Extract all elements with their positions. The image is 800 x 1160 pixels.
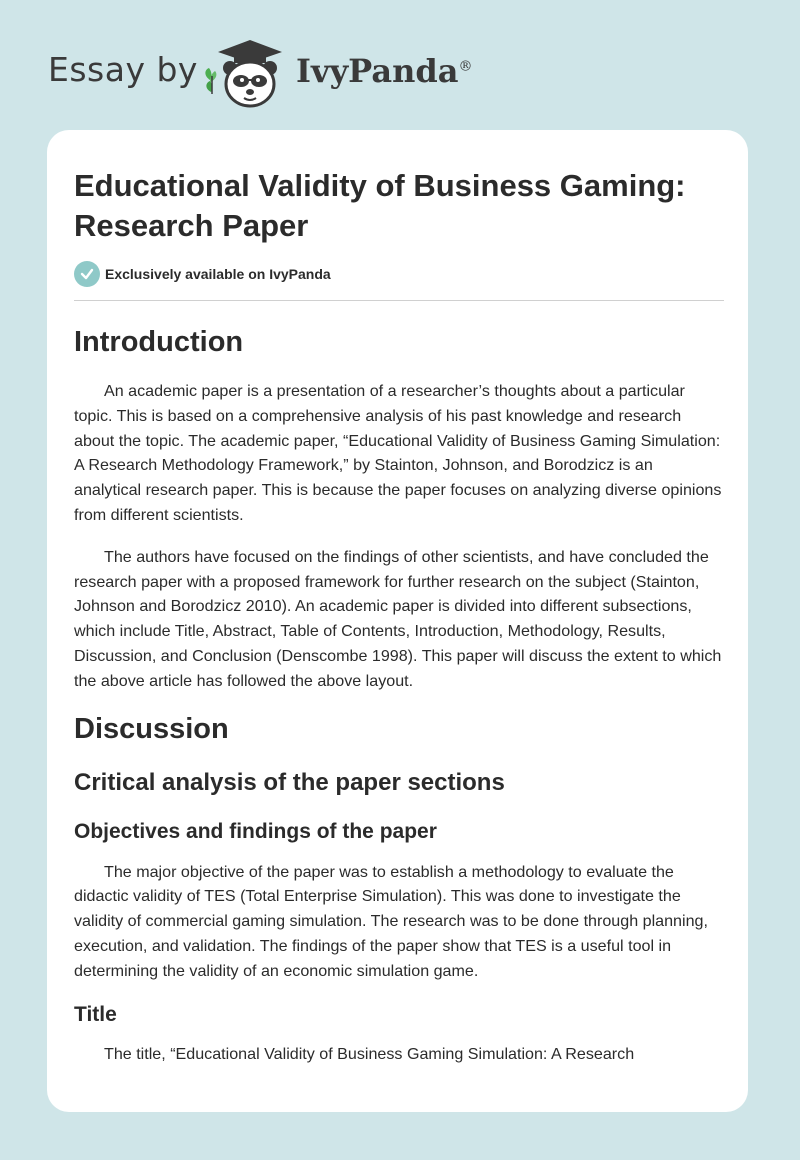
- page-title: Educational Validity of Business Gaming: Research Paper: [74, 168, 686, 243]
- ivy-leaf-icon: [205, 68, 216, 94]
- paragraph: The authors have focused on the findings of other scientists, and have concluded the research paper with a proposed framework for further research on the subject (Stainton, Johnson and Borodzicz 2010). An academic paper is divided into different subsections, which include Title, Abstract, Table of Contents, Introduction, Methodology, Results, Discussion, and Conclusion (Denscombe 1998). This paper will discuss the extent to which the above article has followed the above layout.: [74, 547, 722, 690]
- heading-objectives: Objectives and findings of the paper: [74, 819, 437, 843]
- panda-graduate-icon: [200, 36, 292, 110]
- document-body: [74, 130, 724, 1066]
- paragraph: An academic paper is a presentation of a researcher’s thoughts about a particular topic. This is based on a comprehensive analysis of his past knowledge and research about the topic. The academic paper, “Educational Validity of Business Gaming Simulation: A Research Methodology Framework,” by Stainton, Johnson, and Borodzicz is an analytical research paper. This is because the paper focuses on analyzing diverse opinions from different scientists.: [74, 382, 722, 524]
- registered-mark: ®: [458, 58, 473, 75]
- brand-logo-text[interactable]: [296, 52, 472, 90]
- document-card: [47, 130, 748, 1112]
- brand-name: IvyPanda: [296, 52, 459, 90]
- paragraph: The title, “Educational Validity of Business Gaming Simulation: A Research: [104, 1044, 635, 1063]
- site-header: [0, 0, 800, 130]
- divider: [74, 300, 724, 301]
- heading-discussion: Discussion: [74, 712, 229, 745]
- paragraph: The major objective of the paper was to establish a methodology to evaluate the didactic validity of TES (Total Enterprise Simulation). This was done to investigate the validity of commercial gaming simulation. The research was to be done through planning, execution, and validation. The findings of the paper show that TES is a useful tool in determining the validity of an economic simulation game.: [74, 862, 708, 980]
- heading-title: Title: [74, 1002, 117, 1026]
- heading-critical-analysis: Critical analysis of the paper sections: [74, 768, 505, 796]
- exclusive-badge: [74, 260, 724, 288]
- badge-label: Exclusively available on IvyPanda: [105, 266, 331, 282]
- heading-introduction: Introduction: [74, 326, 244, 358]
- essay-by-label: Essay by: [48, 50, 198, 89]
- check-circle-icon: [74, 261, 100, 287]
